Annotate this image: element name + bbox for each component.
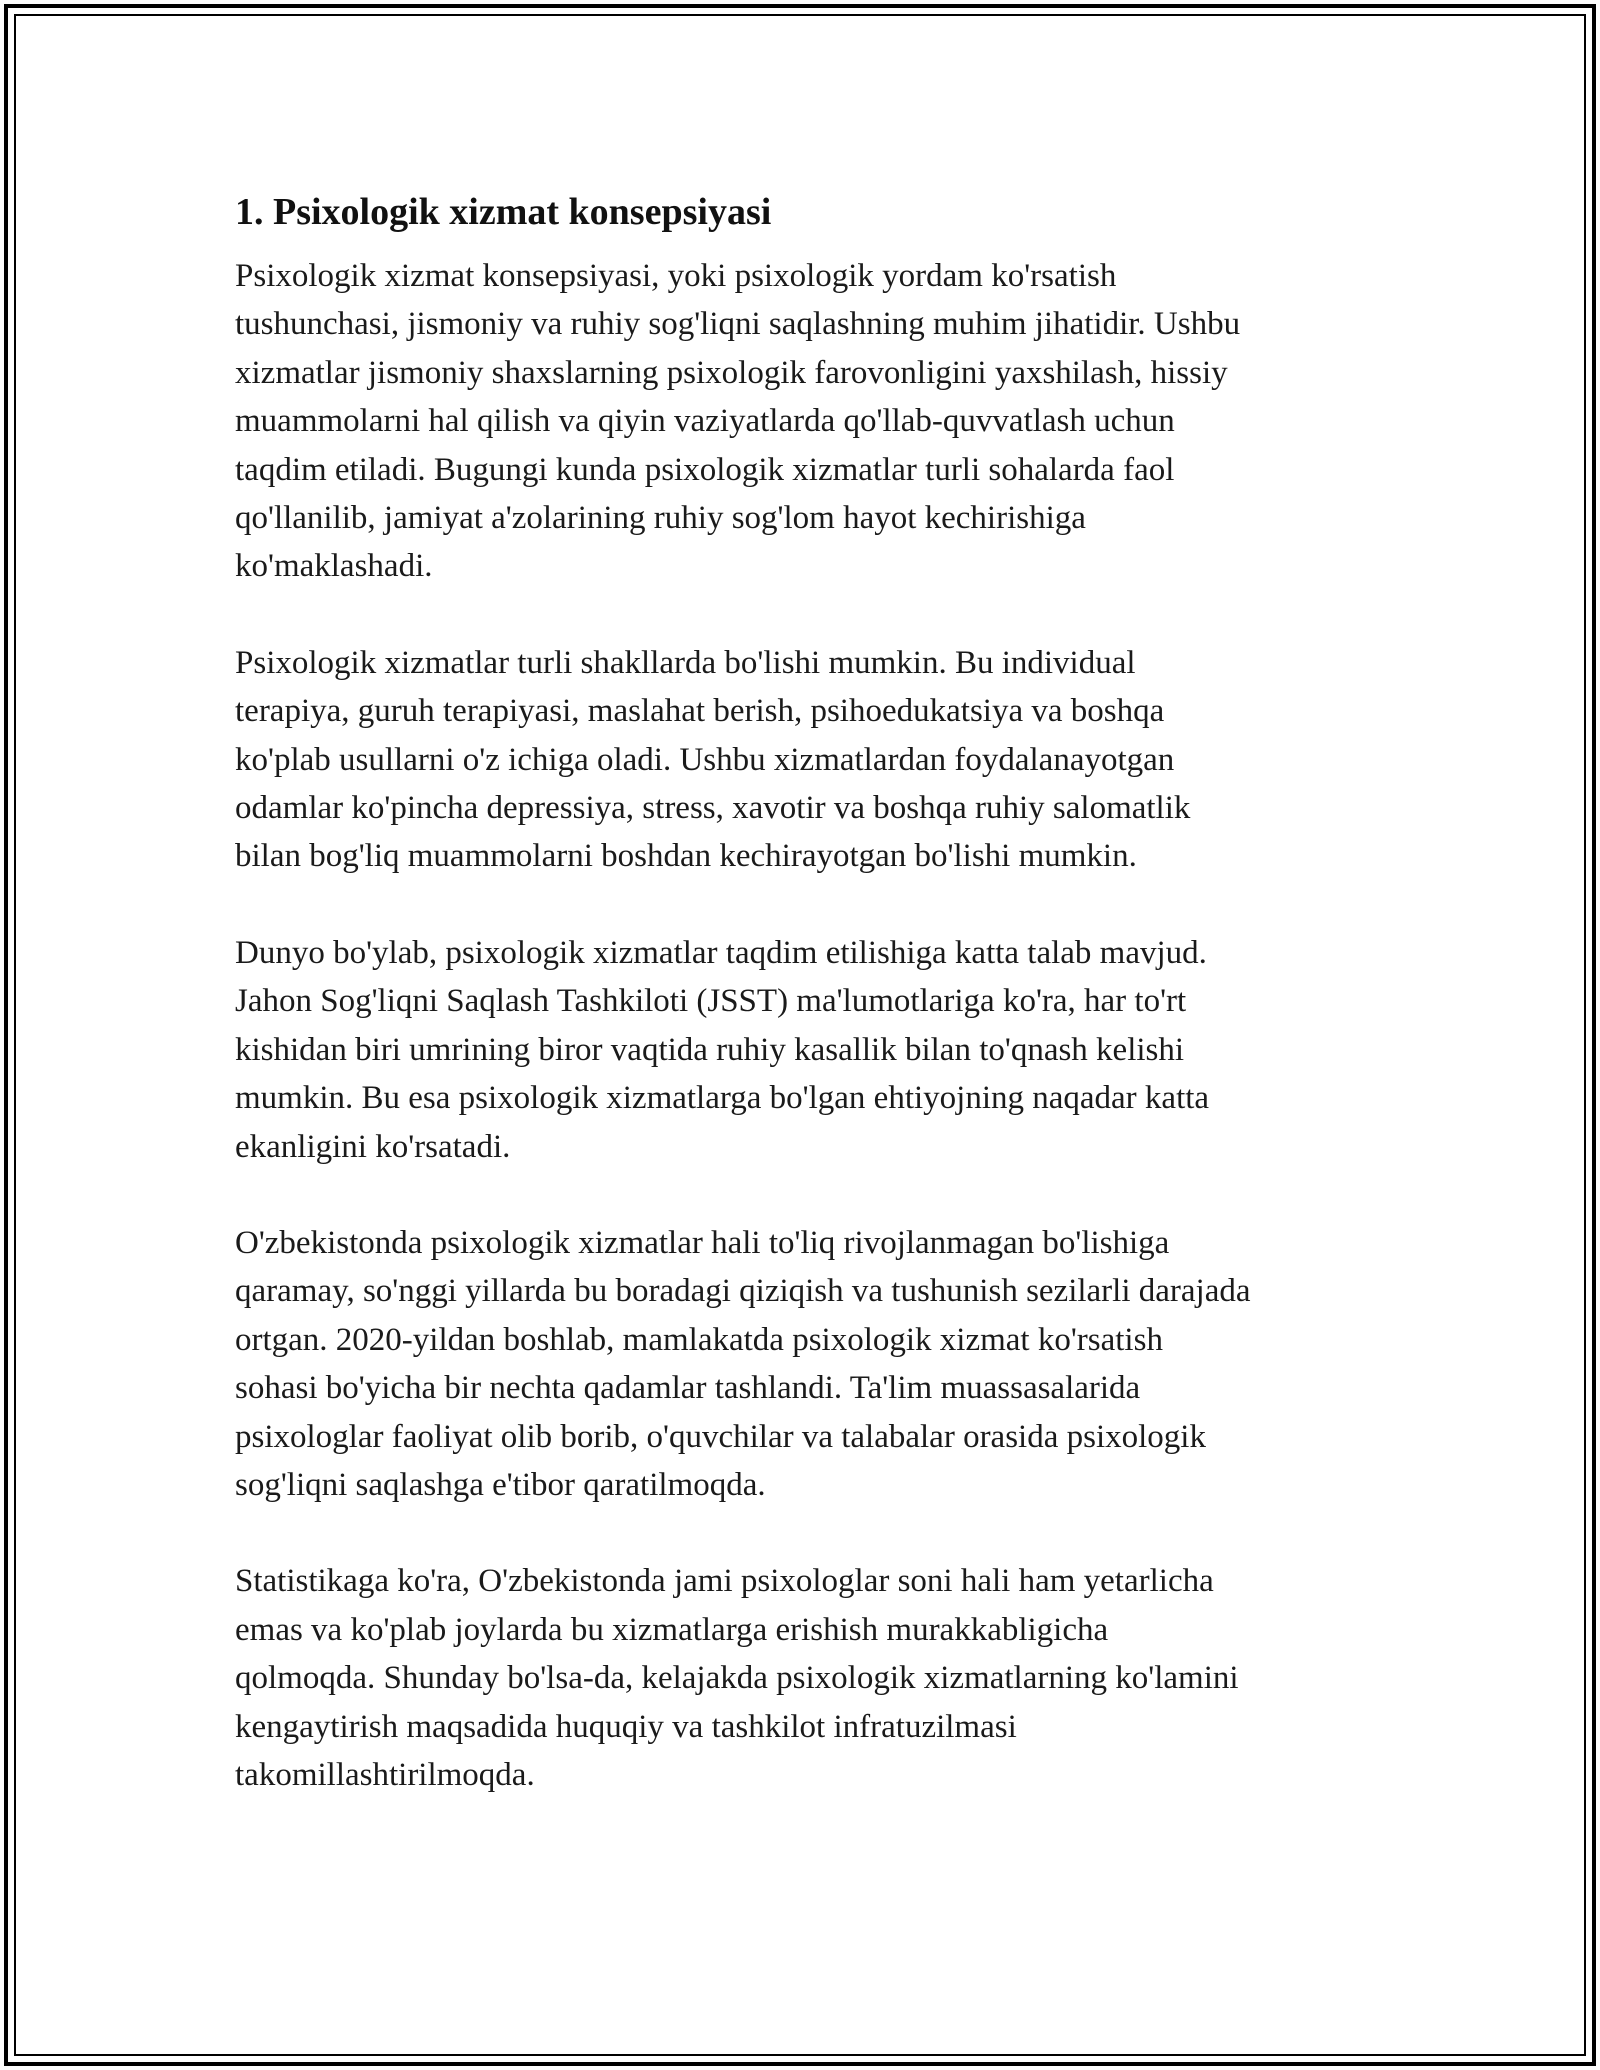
text-line: ekanligini ko'rsatadi. xyxy=(235,1128,511,1165)
text-line: psixologlar faoliyat olib borib, o'quvchilar va talabalar orasida psixologik xyxy=(235,1418,1206,1455)
text-line: xizmatlar jismoniy shaxslarning psixologik farovonligini yaxshilash, hissiy xyxy=(235,354,1228,391)
text-line: muammolarni hal qilish va qiyin vaziyatlarda qo'llab-quvvatlash uchun xyxy=(235,403,1175,440)
document-body xyxy=(235,186,1370,1847)
text-line: kishidan biri umrining biror vaqtida ruhiy kasallik bilan to'qnash kelishi xyxy=(235,1031,1185,1068)
text-line: emas va ko'plab joylarda bu xizmatlarga erishish murakkabligicha xyxy=(235,1611,1109,1648)
text-line: qolmoqda. Shunday bo'lsa-da, kelajakda psixologik xizmatlarning ko'lamini xyxy=(235,1660,1239,1697)
text-line: terapiya, guruh terapiyasi, maslahat berish, psihoedukatsiya va boshqa xyxy=(235,693,1165,730)
text-line: takomillashtirilmoqda. xyxy=(235,1756,535,1793)
text-line: kengaytirish maqsadida huquqiy va tashkilot infratuzilmasi xyxy=(235,1708,1017,1745)
text-line: qaramay, so'nggi yillarda bu boradagi qiziqish va tushunish sezilarli darajada xyxy=(235,1273,1251,1310)
text-line: qo'llanilib, jamiyat a'zolarining ruhiy sog'lom hayot kechirishiga xyxy=(235,500,1086,537)
text-line: bilan bog'liq muammolarni boshdan kechirayotgan bo'lishi mumkin. xyxy=(235,838,1137,875)
text-line: ko'maklashadi. xyxy=(235,548,433,585)
paragraph-4 xyxy=(235,1219,1370,1509)
paragraph-5 xyxy=(235,1557,1370,1799)
text-line: tushunchasi, jismoniy va ruhiy sog'liqni saqlashning muhim jihatidir. Ushbu xyxy=(235,306,1241,343)
text-line: odamlar ko'pincha depressiya, stress, xavotir va boshqa ruhiy salomatlik xyxy=(235,790,1191,827)
paragraph-3 xyxy=(235,929,1370,1171)
text-line: Statistikaga ko'ra, O'zbekistonda jami psixologlar soni hali ham yetarlicha xyxy=(235,1563,1214,1600)
text-line: Psixologik xizmatlar turli shakllarda bo'lishi mumkin. Bu individual xyxy=(235,644,1136,681)
text-line: Psixologik xizmat konsepsiyasi, yoki psixologik yordam ko'rsatish xyxy=(235,258,1117,294)
section-heading: 1. Psixologik xizmat konsepsiyasi xyxy=(235,191,772,233)
text-line: Dunyo bo'ylab, psixologik xizmatlar taqdim etilishiga katta talab mavjud. xyxy=(235,934,1207,971)
text-line: sohasi bo'yicha bir nechta qadamlar tashlandi. Ta'lim muassasalarida xyxy=(235,1370,1141,1407)
paragraph-2 xyxy=(235,639,1370,881)
text-line: ko'plab usullarni o'z ichiga oladi. Ushbu xizmatlardan foydalanayotgan xyxy=(235,741,1175,778)
paragraph-1 xyxy=(235,252,1370,591)
text-line: ortgan. 2020-yildan boshlab, mamlakatda psixologik xizmat ko'rsatish xyxy=(235,1321,1163,1358)
text-line: O'zbekistonda psixologik xizmatlar hali to'liq rivojlanmagan bo'lishiga xyxy=(235,1224,1170,1261)
text-line: taqdim etiladi. Bugungi kunda psixologik xizmatlar turli sohalarda faol xyxy=(235,451,1175,488)
text-line: mumkin. Bu esa psixologik xizmatlarga bo'lgan ehtiyojning naqadar katta xyxy=(235,1080,1210,1117)
text-line: Jahon Sog'liqni Saqlash Tashkiloti (JSST) ma'lumotlariga ko'ra, har to'rt xyxy=(235,983,1187,1020)
text-line: sog'liqni saqlashga e'tibor qaratilmoqda. xyxy=(235,1466,766,1503)
